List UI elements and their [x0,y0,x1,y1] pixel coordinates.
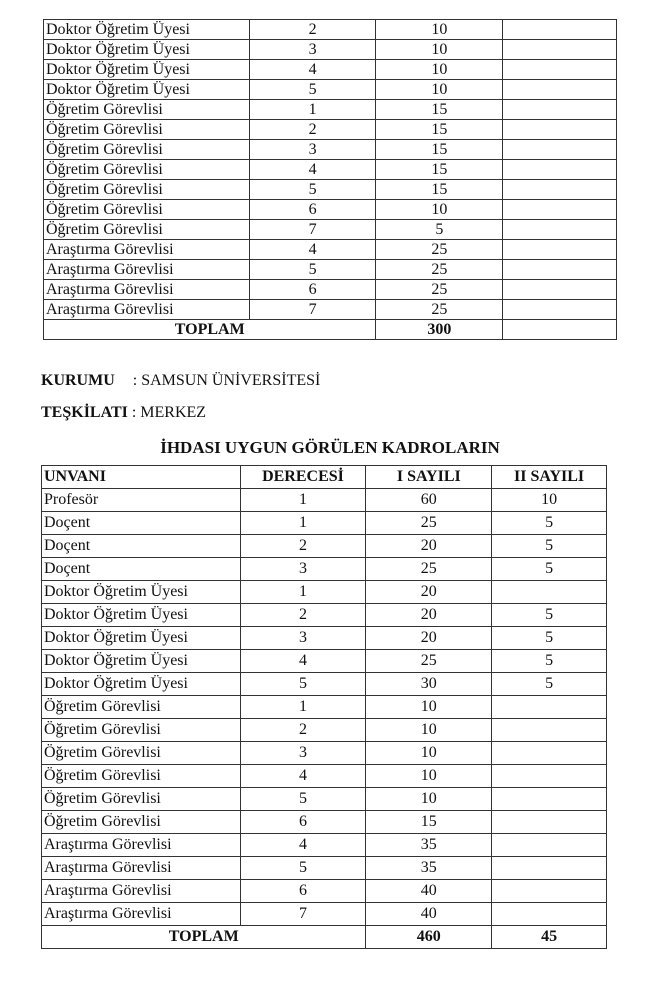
cell-derece: 2 [249,20,376,40]
table-row [44,160,617,180]
cell-derece: 5 [249,180,376,200]
cell-derece: 3 [249,40,376,60]
cell-ii-sayili: 5 [492,604,607,627]
cell-ii-sayili [492,719,607,742]
table-row [42,489,607,512]
cell-derece: 4 [249,160,376,180]
cell-ii-sayili [492,857,607,880]
cell-unvan: Öğretim Görevlisi [44,160,250,180]
cell-unvan: Doktor Öğretim Üyesi [44,80,250,100]
cell-i-sayili: 30 [366,673,492,696]
cell-unvan: Doktor Öğretim Üyesi [44,20,250,40]
cell-derece: 3 [240,627,366,650]
cell-unvan: Araştırma Görevlisi [44,260,250,280]
table-row [44,300,617,320]
cell-ii-sayili [503,220,617,240]
cell-unvan: Öğretim Görevlisi [42,742,241,765]
cell-ii-sayili [503,140,617,160]
cell-i-sayili: 25 [366,558,492,581]
table-row [42,811,607,834]
cell-ii-sayili: 5 [492,650,607,673]
cell-unvan: Doktor Öğretim Üyesi [42,673,241,696]
cell-derece: 1 [240,489,366,512]
cell-derece: 6 [240,811,366,834]
cell-i-sayili: 15 [376,120,503,140]
cell-i-sayili: 40 [366,880,492,903]
cell-ii-sayili [503,20,617,40]
cell-ii-sayili [503,100,617,120]
table-row [44,220,617,240]
table-row [42,834,607,857]
cell-i-sayili: 20 [366,604,492,627]
cell-ii-sayili [492,834,607,857]
cell-derece: 7 [240,903,366,926]
cell-i-sayili: 5 [376,220,503,240]
cell-ii-sayili: 10 [492,489,607,512]
cell-derece: 3 [240,558,366,581]
table-row [42,535,607,558]
table-row [44,80,617,100]
cell-derece: 6 [249,280,376,300]
table-row [42,696,607,719]
header-row [42,466,607,489]
table-row [42,719,607,742]
cell-i-sayili: 25 [376,240,503,260]
header-unvani: UNVANI [42,466,241,489]
total-ii-sayili: 45 [492,926,607,949]
samsun-cadre-total-row [42,926,607,949]
cell-ii-sayili [503,60,617,80]
cell-unvan: Öğretim Görevlisi [44,100,250,120]
cell-i-sayili: 15 [376,180,503,200]
cell-i-sayili: 10 [376,60,503,80]
table-row [44,240,617,260]
cell-ii-sayili: 5 [492,512,607,535]
cell-derece: 2 [240,719,366,742]
cell-unvan: Doktor Öğretim Üyesi [42,627,241,650]
cell-i-sayili: 10 [366,696,492,719]
cell-i-sayili: 40 [366,903,492,926]
cell-unvan: Profesör [42,489,241,512]
section-title: İHDASI UYGUN GÖRÜLEN KADROLARIN [160,438,500,457]
table-row [44,100,617,120]
cell-ii-sayili [492,880,607,903]
table-row [42,765,607,788]
cell-derece: 4 [249,240,376,260]
cell-unvan: Öğretim Görevlisi [44,200,250,220]
cell-derece: 1 [240,512,366,535]
kurumu-label: KURUMU [41,372,115,389]
samsun-cadre-table-body [42,489,607,926]
kurumu-value: : SAMSUN ÜNİVERSİTESİ [132,372,321,389]
cell-unvan: Öğretim Görevlisi [42,765,241,788]
organization-line [41,404,206,422]
cell-ii-sayili [503,120,617,140]
previous-cadre-total-row [44,320,617,340]
cell-ii-sayili [503,180,617,200]
cell-derece: 5 [249,80,376,100]
table-row [42,673,607,696]
cell-derece: 2 [240,535,366,558]
cell-derece: 4 [240,650,366,673]
previous-cadre-table-body [44,20,617,320]
table-row [44,120,617,140]
table-row [42,581,607,604]
cell-ii-sayili [492,765,607,788]
cell-ii-sayili: 5 [492,558,607,581]
cell-unvan: Araştırma Görevlisi [44,240,250,260]
cell-derece: 3 [240,742,366,765]
cell-i-sayili: 35 [366,857,492,880]
cell-unvan: Öğretim Görevlisi [42,788,241,811]
cell-unvan: Araştırma Görevlisi [42,903,241,926]
cell-unvan: Araştırma Görevlisi [44,300,250,320]
teskilati-label: TEŞKİLATI [41,404,128,421]
cell-ii-sayili [492,742,607,765]
cell-derece: 5 [240,673,366,696]
cell-ii-sayili: 5 [492,627,607,650]
cell-i-sayili: 20 [366,581,492,604]
cell-i-sayili: 15 [376,160,503,180]
cell-ii-sayili [492,788,607,811]
cell-unvan: Öğretim Görevlisi [44,220,250,240]
cell-unvan: Öğretim Görevlisi [44,180,250,200]
cell-i-sayili: 10 [376,200,503,220]
institution-line [41,372,320,390]
cell-i-sayili: 10 [376,20,503,40]
table-row [42,788,607,811]
cell-derece: 4 [240,765,366,788]
cell-derece: 4 [240,834,366,857]
cell-unvan: Doktor Öğretim Üyesi [42,581,241,604]
cell-derece: 7 [249,220,376,240]
table-row [42,880,607,903]
cell-i-sayili: 25 [366,650,492,673]
header-ii-sayili: II SAYILI [492,466,607,489]
cell-ii-sayili [503,280,617,300]
cell-i-sayili: 10 [376,80,503,100]
cell-unvan: Doktor Öğretim Üyesi [42,650,241,673]
cell-ii-sayili [503,160,617,180]
cell-i-sayili: 25 [376,280,503,300]
cell-derece: 7 [249,300,376,320]
cell-unvan: Doçent [42,558,241,581]
table-row [42,512,607,535]
table-row [44,200,617,220]
cell-derece: 6 [240,880,366,903]
cell-ii-sayili [492,581,607,604]
cell-unvan: Doçent [42,512,241,535]
previous-cadre-table [43,19,617,340]
cell-ii-sayili [503,40,617,60]
samsun-cadre-table [41,465,607,949]
cell-i-sayili: 15 [376,140,503,160]
cell-unvan: Öğretim Görevlisi [42,719,241,742]
cell-unvan: Araştırma Görevlisi [44,280,250,300]
cell-ii-sayili [503,300,617,320]
table-row [42,903,607,926]
cell-i-sayili: 25 [366,512,492,535]
cell-derece: 6 [249,200,376,220]
header-derecesi: DERECESİ [240,466,366,489]
total-i-sayili: 460 [366,926,492,949]
cell-unvan: Öğretim Görevlisi [44,140,250,160]
table-row [42,604,607,627]
table-row [44,40,617,60]
cell-i-sayili: 60 [366,489,492,512]
cell-i-sayili: 15 [366,811,492,834]
cell-ii-sayili: 5 [492,535,607,558]
cell-ii-sayili: 5 [492,673,607,696]
cell-ii-sayili [492,696,607,719]
cell-ii-sayili [503,80,617,100]
cell-i-sayili: 25 [376,300,503,320]
cell-unvan: Doktor Öğretim Üyesi [44,40,250,60]
table-row [42,558,607,581]
table-row [42,742,607,765]
teskilati-value: : MERKEZ [131,404,207,421]
cell-i-sayili: 35 [366,834,492,857]
cell-derece: 1 [240,581,366,604]
table-row [42,650,607,673]
cell-ii-sayili [503,240,617,260]
table-row [44,280,617,300]
total-ii-sayili [503,320,617,340]
table-row [42,627,607,650]
table-row [44,140,617,160]
cell-ii-sayili [503,260,617,280]
cell-derece: 1 [249,100,376,120]
table-row [42,857,607,880]
total-i-sayili: 300 [376,320,503,340]
cell-derece: 1 [240,696,366,719]
cell-unvan: Doktor Öğretim Üyesi [42,604,241,627]
table-row [44,260,617,280]
cell-unvan: Doçent [42,535,241,558]
total-label: TOPLAM [44,320,376,340]
cell-derece: 2 [240,604,366,627]
header-i-sayili: I SAYILI [366,466,492,489]
cell-i-sayili: 10 [366,788,492,811]
cell-i-sayili: 10 [366,765,492,788]
cell-derece: 5 [240,857,366,880]
cell-unvan: Araştırma Görevlisi [42,880,241,903]
cell-i-sayili: 20 [366,535,492,558]
cell-derece: 4 [249,60,376,80]
cell-unvan: Öğretim Görevlisi [42,811,241,834]
cell-i-sayili: 25 [376,260,503,280]
cell-derece: 3 [249,140,376,160]
table-row [44,60,617,80]
table-row [44,20,617,40]
cell-derece: 5 [240,788,366,811]
cell-i-sayili: 10 [376,40,503,60]
cell-i-sayili: 10 [366,719,492,742]
cell-derece: 2 [249,120,376,140]
total-label: TOPLAM [42,926,366,949]
cell-ii-sayili [503,200,617,220]
cell-ii-sayili [492,811,607,834]
cell-unvan: Doktor Öğretim Üyesi [44,60,250,80]
cell-unvan: Araştırma Görevlisi [42,857,241,880]
cell-i-sayili: 15 [376,100,503,120]
cell-unvan: Öğretim Görevlisi [42,696,241,719]
cell-i-sayili: 10 [366,742,492,765]
cell-derece: 5 [249,260,376,280]
table-row [44,180,617,200]
cell-unvan: Öğretim Görevlisi [44,120,250,140]
cell-ii-sayili [492,903,607,926]
cell-i-sayili: 20 [366,627,492,650]
cell-unvan: Araştırma Görevlisi [42,834,241,857]
